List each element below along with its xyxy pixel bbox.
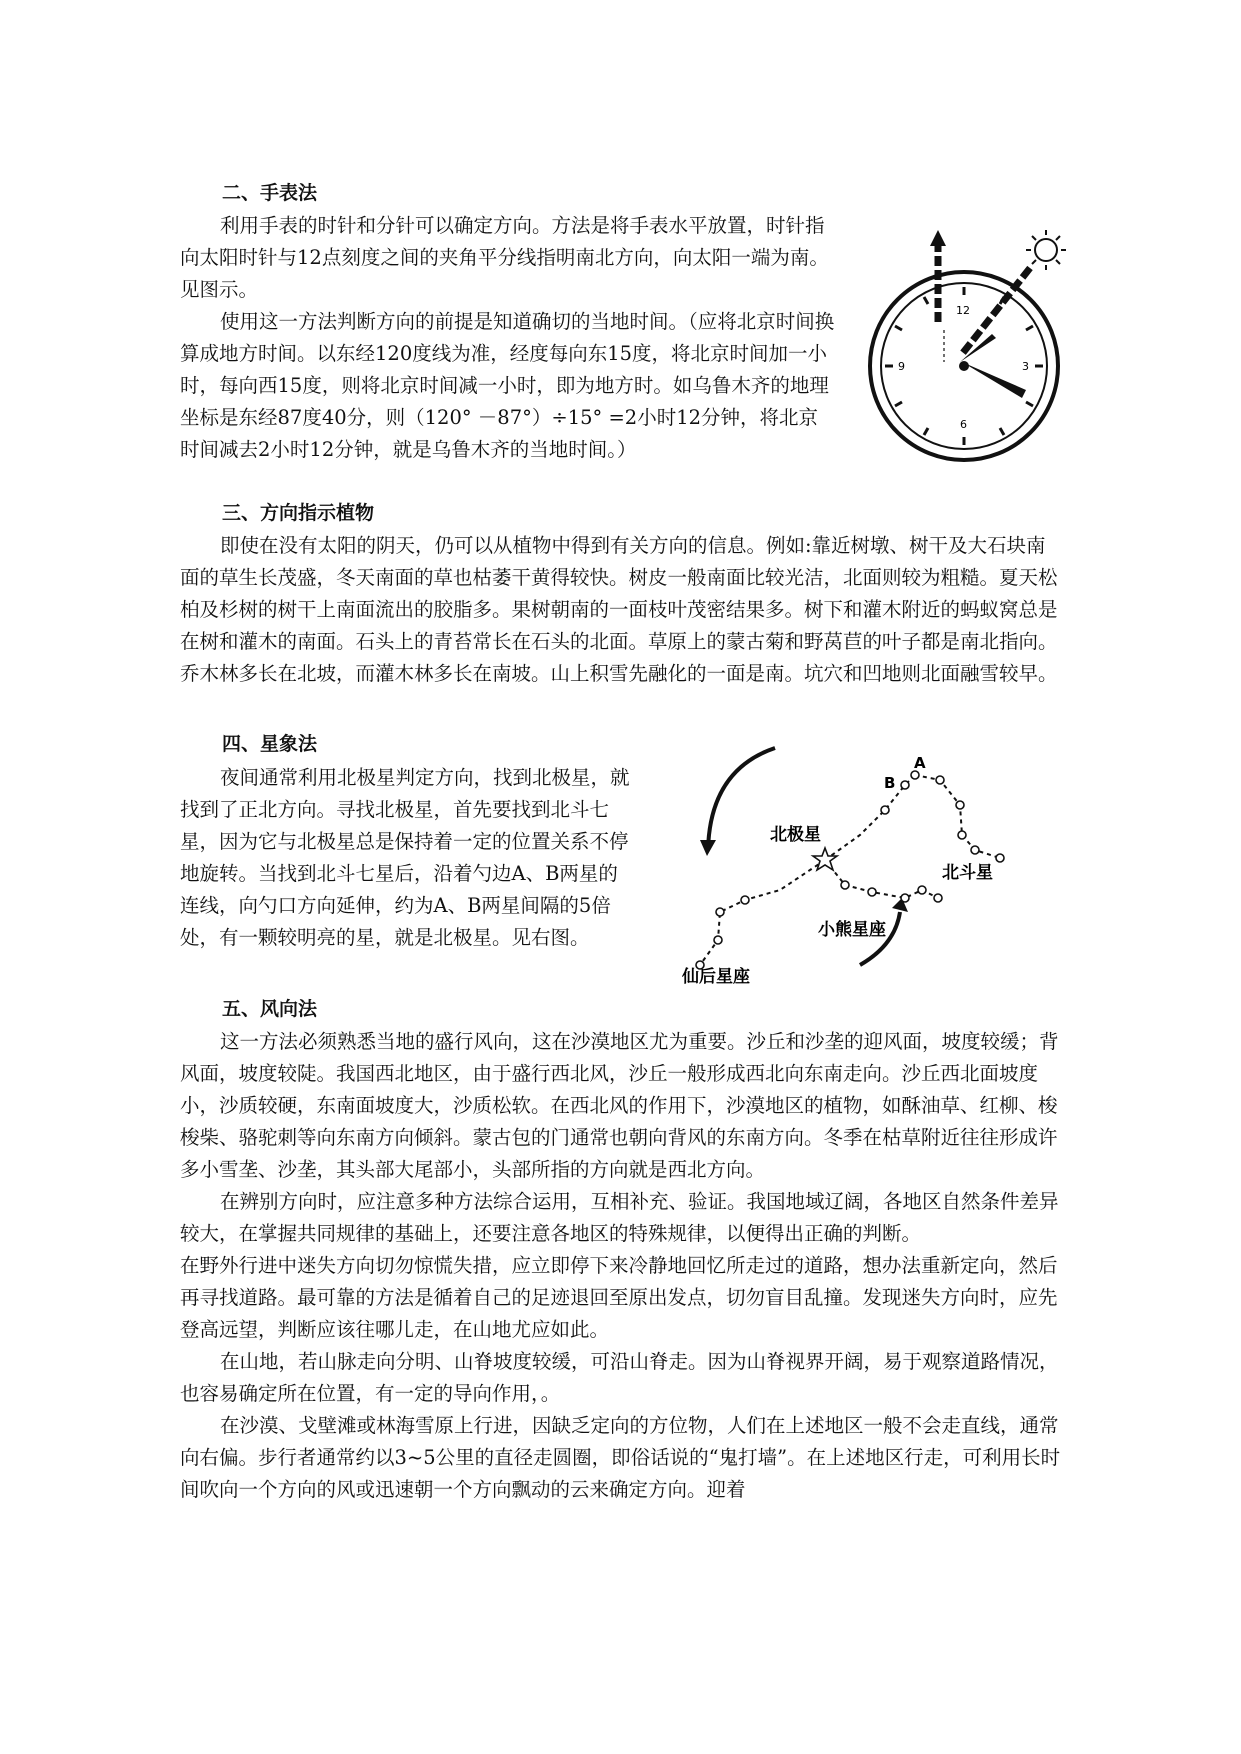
closing-paragraph-4: 在沙漠、戈壁滩或林海雪原上行进，因缺乏定向的方位物，人们在上述地区一般不会走直线，通常向右偏。步行者通常约以3~5公里的直径走圆圈，即俗话说的“鬼打墙”。在上述地区行走，可利用长时间吹向一个方向的风或迅速朝一个方向飘动的云来确定方向。迎着: [180, 1414, 1061, 1501]
wind-paragraph-1: 这一方法必须熟悉当地的盛行风向，这在沙漠地区尤为重要。沙丘和沙垄的迎风面，坡度较缓；背风面，坡度较陡。我国西北地区，由于盛行西北风，沙丘一般形成西北向东南走向。沙丘西北面坡度小，沙质较硬，东南面坡度大，沙质松软。在西北风的作用下，沙漠地区的植物，如酥油草、红柳、梭梭柴、骆驼刺等向东南方向倾斜。蒙古包的门通常也朝向背风的东南方向。冬季在枯草附近往往形成许多小雪垄、沙垄，其头部大尾部小，头部所指的方向就是西北方向。: [180, 1030, 1059, 1181]
wind-text-block: [180, 1026, 1062, 1506]
stars-text-block: [180, 762, 632, 954]
label-little-bear: 小熊星座: [818, 920, 886, 940]
sun-icon: [1026, 230, 1066, 270]
watch-paragraph-1: 利用手表的时针和分针可以确定方向。方法是将手表水平放置，时针指向太阳时针与12点刻度之间的夹角平分线指明南北方向，向太阳一端为南。见图示。: [180, 214, 829, 301]
label-star-b: B: [884, 774, 896, 792]
watch-center: [959, 361, 969, 371]
north-arrow-icon: [930, 230, 946, 246]
watch-numeral-3: 3: [1022, 360, 1029, 373]
label-big-dipper: 北斗星: [942, 863, 993, 883]
rotation-arrow-left: [708, 748, 775, 850]
label-cassiopeia: 仙后星座: [682, 967, 750, 987]
closing-paragraph-3: 在山地，若山脉走向分明、山脊坡度较缓，可沿山脊走。因为山脊视界开阔，易于观察道路情况，也容易确定所在位置，有一定的导向作用，。: [180, 1350, 1059, 1405]
sun-direction-line: [962, 268, 1030, 354]
watch-paragraph-2: 使用这一方法判断方向的前提是知道确切的当地时间。（应将北京时间换算成地方时间。以东经120度线为准，经度每向东15度，将北京时间加一小时，每向西15度，则将北京时间减一小时，即为地方时。如乌鲁木齐的地理坐标是东经87度40分，则（120° －87°）÷15° =2小时12分钟，将北京时间减去2小时12分钟，就是乌鲁木齐的当地时间。）: [180, 310, 835, 461]
arrow-head-left-icon: [700, 840, 716, 856]
watch-numeral-9: 9: [898, 360, 905, 373]
heading-wind: 五、风向法: [222, 998, 318, 1020]
star-chart-diagram: [680, 740, 1040, 990]
closing-paragraph-2: 在野外行进中迷失方向切勿惊慌失措，应立即停下来冷静地回忆所走过的道路，想办法重新定向，然后再寻找道路。最可靠的方法是循着自己的足迹退回至原出发点，切勿盲目乱撞。发现迷失方向时，应先登高远望，判断应该往哪儿走，在山地尤应如此。: [180, 1254, 1058, 1341]
plants-text-block: [180, 530, 1062, 690]
label-polaris: 北极星: [770, 825, 821, 845]
closing-paragraph-1: 在辨别方向时，应注意多种方法综合运用，互相补充、验证。我国地域辽阔，各地区自然条件差异较大，在掌握共同规律的基础上，还要注意各地区的特殊规律，以便得出正确的判断。: [180, 1190, 1059, 1245]
watch-numeral-6: 6: [960, 418, 967, 431]
watch-text-block: [180, 210, 835, 466]
label-star-a: A: [914, 754, 926, 772]
stars-paragraph-1: 夜间通常利用北极星判定方向，找到北极星，就找到了正北方向。寻找北极星，首先要找到北斗七星，因为它与北极星总是保持着一定的位置关系不停地旋转。当找到北斗七星后，沿着勺边A、B两星的连线，向勺口方向延伸，约为A、B两星间隔的5倍处，有一颗较明亮的星，就是北极星。见右图。: [180, 766, 630, 949]
heading-stars: 四、星象法: [222, 733, 318, 755]
heading-plants: 三、方向指示植物: [222, 502, 375, 524]
watch-numeral-12: 12: [956, 304, 970, 317]
plants-paragraph-1: 即使在没有太阳的阴天，仍可以从植物中得到有关方向的信息。例如:靠近树墩、树干及大石块南面的草生长茂盛，冬天南面的草也枯萎干黄得较快。树皮一般南面比较光洁，北面则较为粗糙。夏天松柏及杉树的树干上南面流出的胶脂多。果树朝南的一面枝叶茂密结果多。树下和灌木附近的蚂蚁窝总是在树和灌木的南面。石头上的青苔常长在石头的北面。草原上的蒙古菊和野莴苣的叶子都是南北指向。乔木林多长在北坡，而灌木林多长在南坡。山上积雪先融化的一面是南。坑穴和凹地则北面融雪较早。: [180, 534, 1058, 685]
hour-hand: [962, 362, 1026, 398]
heading-watch-method: 二、手表法: [222, 182, 318, 204]
watch-diagram: [850, 222, 1080, 464]
